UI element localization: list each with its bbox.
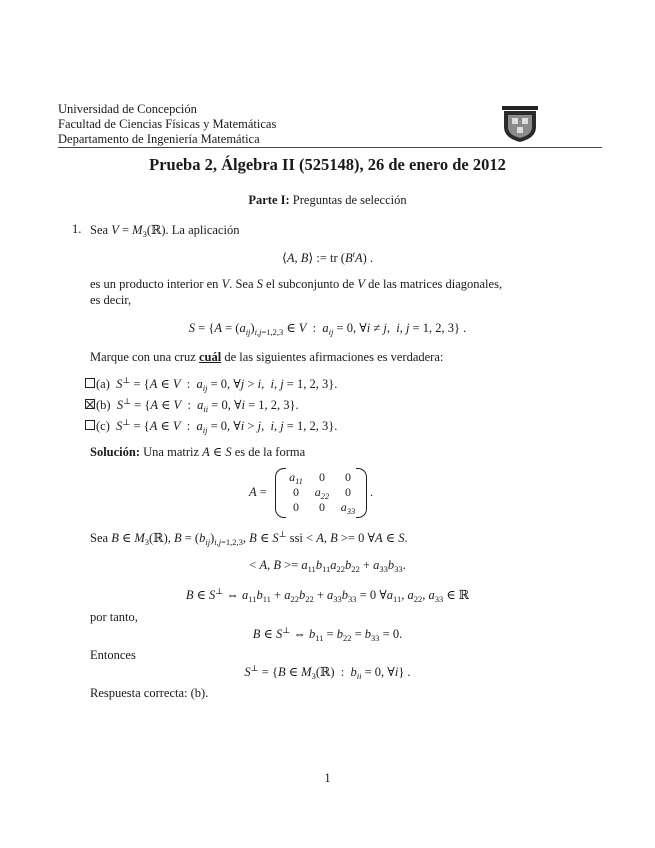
inner-product-expansion: < A, $B >= a_{11}b_{11}a_{22}b_{22} + a_{33}b_{33}$. — [249, 558, 406, 574]
question-number: 1. — [72, 222, 82, 236]
department-name: Departamento de Ingeniería Matemática — [58, 132, 260, 146]
sea-text: Sea — [90, 531, 112, 545]
matrix-lhs: A = — [249, 485, 267, 499]
university-crest-logo — [500, 105, 540, 143]
prompt-pre: Marque con una cruz — [90, 350, 199, 364]
prompt-post: de las siguientes afirmaciones es verdadera: — [221, 350, 444, 364]
solution-intro-text2: es de la forma — [231, 445, 306, 459]
option-a[interactable]: (a) S⊥ = {A ∈ V : $a_{ij} = 0$, ∀j > i, i, j = 1, 2, 3}. — [85, 376, 337, 392]
def-end: de las matrices diagonales, — [364, 277, 503, 291]
option-a-label: (a) — [96, 377, 110, 391]
matrix-period: . — [370, 485, 374, 499]
inner-product-formula: ⟨A, B⟩ := tr $(B^tA)$ . — [281, 249, 374, 265]
option-c[interactable]: (c) S⊥ = {A ∈ V : $a_{ij} = 0$, ∀i > j, i, j = 1, 2, 3}. — [85, 418, 337, 434]
exam-title: Prueba 2, Álgebra II (525148), 26 de enero de 2012 — [149, 155, 506, 174]
header-divider — [58, 147, 602, 148]
intro-suffix: . La aplicación — [165, 223, 240, 237]
entonces: Entonces — [90, 648, 136, 662]
question-definition: es un producto interior en V. Sea S el subconjunto de V de las matrices diagonales, — [90, 277, 503, 291]
def-tail: el subconjunto de — [262, 277, 358, 291]
page-number: 1 — [324, 771, 331, 785]
s-perp-result: S⊥ = {B ∈ $M_3(ℝ)$ : $b_{ii} = 0$, ∀i} . — [244, 663, 411, 681]
part-label: Parte I: — [248, 193, 290, 207]
option-b[interactable]: (b) S⊥ = {A ∈ V : $a_{ii} = 0$, ∀i = 1, 2, 3}. — [85, 397, 299, 413]
def-mid: es un producto interior en — [90, 277, 222, 291]
part-heading — [0, 193, 655, 208]
option-b-label: (b) — [96, 398, 111, 412]
prompt-bold: cuál — [198, 350, 222, 364]
b-diagonal-zero: B ∈ S⊥ ⇔ $b_{11} = b_{22} = b_{33} = 0$. — [252, 625, 403, 643]
solution-intro: Solución: Una matriz A ∈ S es de la forma — [90, 445, 306, 459]
intro-prefix: Sea — [90, 223, 112, 237]
por-tanto: por tanto, — [90, 610, 138, 624]
checkbox-b-checked[interactable] — [85, 399, 95, 409]
university-name: Universidad de Concepción — [58, 102, 197, 116]
diagonal-matrix: $a_{11}$ 0 0 0 $a_{22}$ 0 0 0 $a_{33}$ — [275, 468, 367, 518]
def-after: . Sea — [229, 277, 257, 291]
checkbox-a[interactable] — [85, 378, 95, 388]
solution-intro-text: Una matriz — [140, 445, 203, 459]
checkbox-c[interactable] — [85, 420, 95, 430]
solution-b-def: Sea B ∈ $M_3(ℝ)$, $B = (b_{ij})_{i,j=1,2,3}$, B ∈ S⊥ ssi < A, B >= 0 ∀A ∈ S. — [90, 529, 408, 547]
option-c-label: (c) — [96, 419, 110, 433]
faculty-name: Facultad de Ciencias Físicas y Matemáticas — [58, 117, 277, 131]
set-s-definition: $S = \{A = (a_{ij})_{i,j=1,2,3}$ ∈ V : $a_{ij} = 0$, ∀i ≠ j, i, j = 1, 2, 3} . — [188, 321, 467, 337]
part-text: Preguntas de selección — [289, 193, 407, 207]
ssi-text: ssi — [286, 531, 307, 545]
question-intro: Sea $V = M_3(ℝ)$. La aplicación — [90, 223, 240, 239]
question-prompt — [90, 350, 443, 365]
correct-answer: Respuesta correcta: (b). — [90, 686, 209, 700]
orthogonality-condition: B ∈ S⊥ ⇔ $a_{11}b_{11} + a_{22}b_{22} + a_{33}b_{33} = 0$ $\forall a_{11}$, $a_{22}$, $a_{33}$ ∈ ℝ — [185, 586, 470, 604]
solution-label: Solución: — [90, 445, 141, 459]
es-decir: es decir, — [90, 293, 132, 307]
